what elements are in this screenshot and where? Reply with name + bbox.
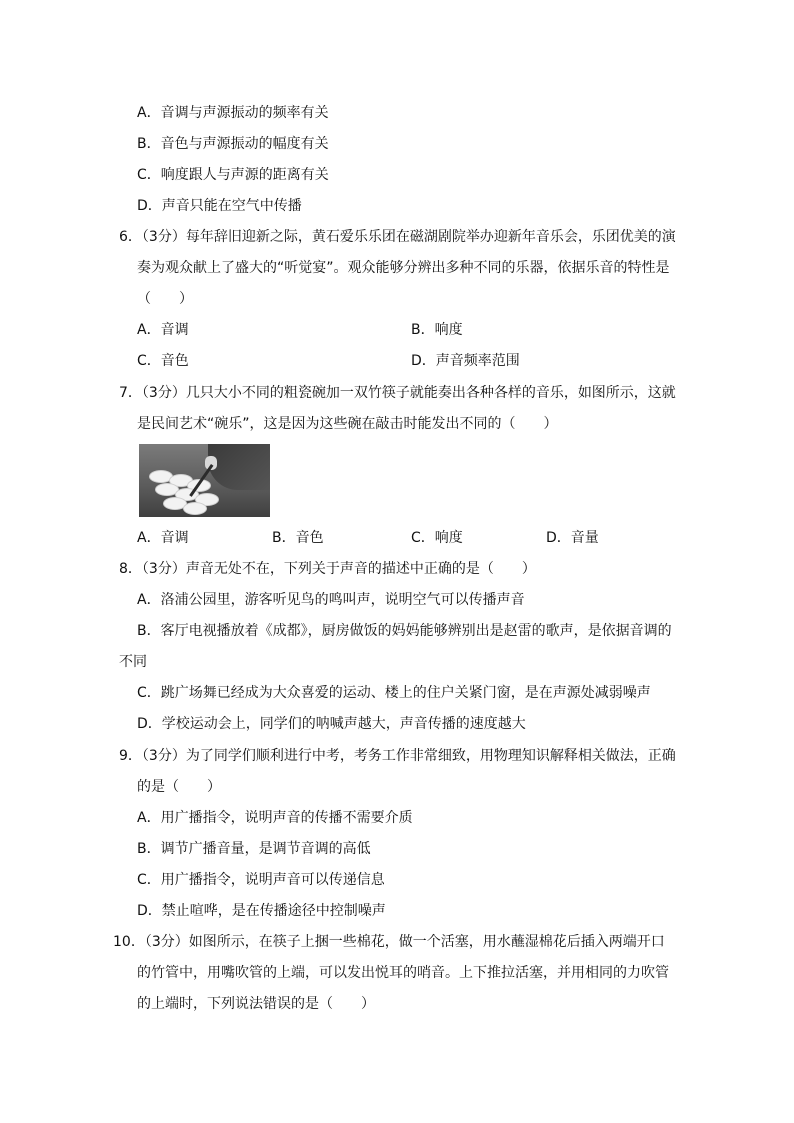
q9-option-a: A．用广播指令，说明声音的传播不需要介质 [137, 810, 413, 826]
q9-option-c: C．用广播指令，说明声音可以传递信息 [137, 872, 385, 888]
q6-stem-line1: 6．（3分）每年辞旧迎新之际，黄石爱乐乐团在磁湖剧院举办迎新年音乐会，乐团优美的演 [119, 229, 676, 245]
q6-option-c: C．音色 [137, 353, 189, 369]
q6-option-b: B．响度 [411, 322, 463, 338]
q6-stem-line3: （ ） [137, 291, 193, 307]
q10-stem-line1: 10．（3分）如图所示，在筷子上捆一些棉花，做一个活塞，用水蘸湿棉花后插入两端开口 [113, 934, 665, 950]
q7-option-b: B．音色 [272, 530, 324, 546]
q7-option-c: C．响度 [411, 530, 463, 546]
q9-option-b: B．调节广播音量，是调节音调的高低 [137, 841, 371, 857]
q8-option-c: C．跳广场舞已经成为大众喜爱的运动、楼上的住户关紧门窗，是在声源处减弱噪声 [137, 685, 651, 701]
q6-option-a: A．音调 [137, 322, 189, 338]
q9-stem-line1: 9．（3分）为了同学们顺利进行中考，考务工作非常细致，用物理知识解释相关做法，正确 [119, 748, 676, 764]
arm-sleeve [208, 444, 270, 490]
q5-option-a: A．音调与声源振动的频率有关 [137, 105, 329, 121]
bowl [183, 502, 207, 515]
bowl-music-photo [139, 444, 270, 517]
q8-stem: 8．（3分）声音无处不在，下列关于声音的描述中正确的是（ ） [119, 561, 536, 577]
q9-option-d: D．禁止喧哗，是在传播途径中控制噪声 [137, 903, 386, 919]
q6-option-d: D．声音频率范围 [411, 353, 520, 369]
q5-option-d: D．声音只能在空气中传播 [137, 198, 302, 214]
q7-option-a: A．音调 [137, 530, 189, 546]
q8-option-b-line1: B．客厅电视播放着《成都》，厨房做饭的妈妈能够辨别出是赵雷的歌声，是依据音调的 [137, 623, 672, 639]
q7-stem-line2: 是民间艺术“碗乐”，这是因为这些碗在敲击时能发出不同的（ ） [137, 416, 558, 432]
q8-option-d: D．学校运动会上，同学们的呐喊声越大，声音传播的速度越大 [137, 716, 526, 732]
q7-stem-line1: 7．（3分）几只大小不同的粗瓷碗加一双竹筷子就能奏出各种各样的音乐，如图所示，这就 [119, 385, 676, 401]
q6-stem-line2: 奏为观众献上了盛大的“听觉宴”。观众能够分辨出多种不同的乐器，依据乐音的特性是 [137, 260, 670, 276]
q9-stem-line2: 的是（ ） [137, 779, 221, 795]
q7-option-d: D．音量 [546, 530, 599, 546]
q8-option-b-line2: 不同 [119, 654, 147, 670]
q5-option-b: B．音色与声源振动的幅度有关 [137, 136, 329, 152]
q8-option-a: A．洛浦公园里，游客听见鸟的鸣叫声，说明空气可以传播声音 [137, 592, 525, 608]
q10-stem-line3: 的上端时，下列说法错误的是（ ） [137, 996, 375, 1012]
q10-stem-line2: 的竹管中，用嘴吹管的上端，可以发出悦耳的哨音。上下推拉活塞，并用相同的力吹管 [137, 965, 669, 981]
q5-option-c: C．响度跟人与声源的距离有关 [137, 167, 329, 183]
